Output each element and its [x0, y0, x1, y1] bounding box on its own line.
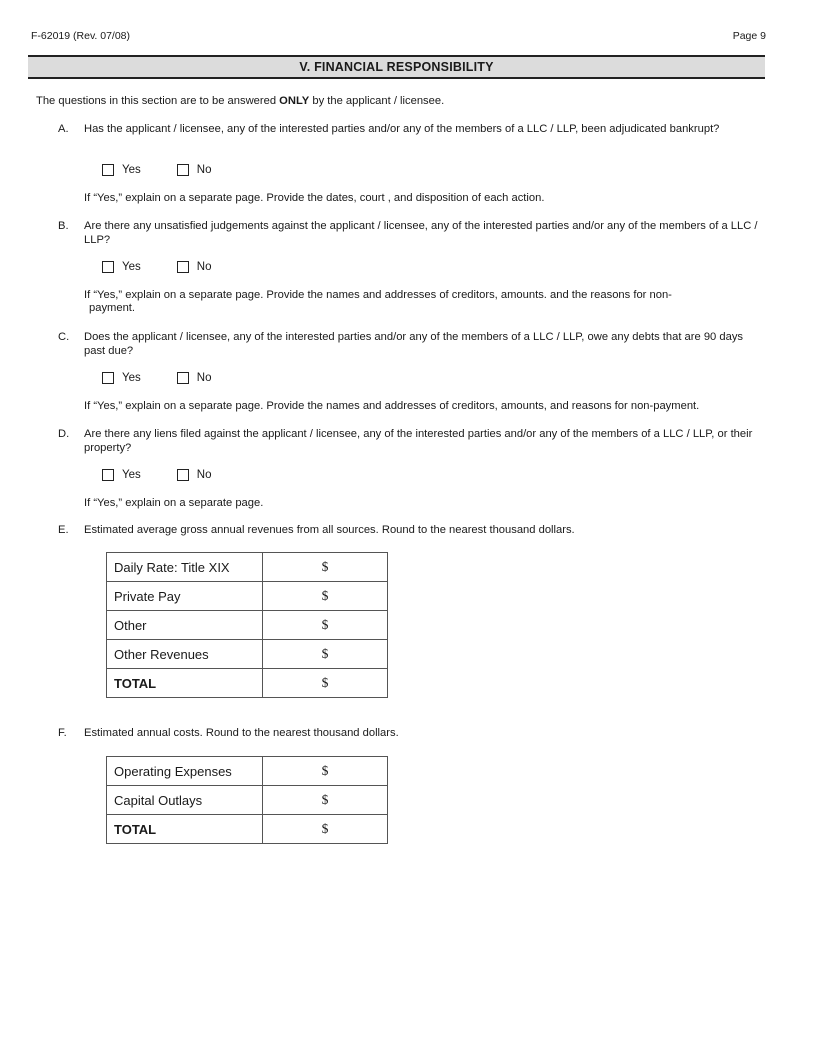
form-id: F-62019 (Rev. 07/08) — [31, 30, 131, 42]
total-label: TOTAL — [107, 815, 263, 844]
question-letter: B. — [58, 220, 69, 232]
costs-table — [106, 756, 388, 844]
checkbox-yes[interactable] — [102, 469, 114, 481]
total-label: TOTAL — [107, 669, 263, 698]
question-d-note — [84, 497, 764, 510]
no-option[interactable] — [177, 261, 212, 273]
question-letter: F. — [58, 727, 67, 739]
question-c-note — [84, 400, 764, 413]
row-label: Other Revenues — [107, 640, 263, 669]
amount-field[interactable]: $ — [263, 611, 388, 640]
option-label: No — [196, 261, 212, 273]
question-text: Are there any liens filed against the applicant / licensee, any of the interested parties and/or any of the members of a LLC / LLP, or their property? — [84, 428, 753, 454]
table-row — [107, 786, 388, 815]
yes-option[interactable] — [102, 164, 141, 176]
table-row — [107, 582, 388, 611]
question-a — [58, 123, 758, 137]
total-amount-field[interactable]: $ — [263, 669, 388, 698]
table-row — [107, 611, 388, 640]
option-label: Yes — [122, 164, 141, 176]
intro-text-end: by the applicant / licensee. — [309, 95, 445, 107]
amount-field[interactable]: $ — [263, 553, 388, 582]
question-b — [58, 220, 758, 247]
yes-option[interactable] — [102, 372, 141, 384]
option-label: Yes — [122, 261, 141, 273]
intro-text: The questions in this section are to be answered — [36, 95, 280, 107]
amount-field[interactable]: $ — [263, 640, 388, 669]
question-text: Has the applicant / licensee, any of the interested parties and/or any of the members of a LLC / LLP, been adjudicated bankrupt? — [84, 123, 720, 135]
no-option[interactable] — [177, 469, 212, 481]
row-label: Private Pay — [107, 582, 263, 611]
question-c-options — [102, 372, 247, 384]
intro-emphasis: ONLY — [279, 95, 310, 107]
checkbox-no[interactable] — [177, 164, 189, 176]
checkbox-no[interactable] — [177, 469, 189, 481]
table-row — [107, 640, 388, 669]
no-option[interactable] — [177, 372, 212, 384]
row-label: Other — [107, 611, 263, 640]
section-intro — [36, 95, 444, 107]
yes-option[interactable] — [102, 469, 141, 481]
question-text: Are there any unsatisfied judgements against the applicant / licensee, any of the interested parties and/or any of the members of a LLC / LLP? — [84, 220, 758, 246]
yes-option[interactable] — [102, 261, 141, 273]
row-label: Daily Rate: Title XIX — [107, 553, 263, 582]
checkbox-yes[interactable] — [102, 372, 114, 384]
section-title: V. FINANCIAL RESPONSIBILITY — [28, 55, 765, 79]
option-label: No — [196, 372, 212, 384]
question-f — [58, 727, 758, 741]
note-text: If “Yes,” explain on a separate page. Provide the dates, court , and disposition of each action. — [84, 192, 545, 204]
question-letter: D. — [58, 428, 70, 440]
option-label: No — [196, 164, 212, 176]
checkbox-no[interactable] — [177, 372, 189, 384]
amount-field[interactable]: $ — [263, 786, 388, 815]
question-d — [58, 428, 758, 455]
table-row — [107, 815, 388, 844]
question-a-options — [102, 164, 247, 176]
question-text: Estimated annual costs. Round to the nearest thousand dollars. — [84, 727, 399, 739]
note-text: If “Yes,” explain on a separate page. Provide the names and addresses of creditors, amounts, and reasons for non-payment. — [84, 400, 700, 412]
total-amount-field[interactable]: $ — [263, 815, 388, 844]
question-e — [58, 524, 758, 538]
question-d-options — [102, 469, 247, 481]
page-number: Page 9 — [732, 30, 766, 42]
note-text: If “Yes,” explain on a separate page. — [84, 497, 264, 509]
question-c — [58, 331, 758, 358]
question-letter: A. — [58, 123, 69, 135]
option-label: No — [196, 469, 212, 481]
option-label: Yes — [122, 372, 141, 384]
checkbox-yes[interactable] — [102, 164, 114, 176]
question-letter: C. — [58, 331, 70, 343]
table-row — [107, 757, 388, 786]
no-option[interactable] — [177, 164, 212, 176]
question-text: Does the applicant / licensee, any of the interested parties and/or any of the members of a LLC / LLP, owe any debts that are 90 days past due? — [84, 331, 744, 357]
table-row — [107, 553, 388, 582]
option-label: Yes — [122, 469, 141, 481]
question-text: Estimated average gross annual revenues from all sources. Round to the nearest thousand dollars. — [84, 524, 575, 536]
amount-field[interactable]: $ — [263, 582, 388, 611]
checkbox-yes[interactable] — [102, 261, 114, 273]
question-b-note — [84, 289, 764, 315]
row-label: Capital Outlays — [107, 786, 263, 815]
question-letter: E. — [58, 524, 69, 536]
checkbox-no[interactable] — [177, 261, 189, 273]
row-label: Operating Expenses — [107, 757, 263, 786]
question-b-options — [102, 261, 247, 273]
note-text-cont: payment. — [89, 302, 136, 314]
amount-field[interactable]: $ — [263, 757, 388, 786]
note-text: If “Yes,” explain on a separate page. Provide the names and addresses of creditors, amounts. and the reasons for non- — [84, 289, 672, 301]
question-a-note — [84, 192, 764, 205]
revenues-table — [106, 552, 388, 698]
table-row — [107, 669, 388, 698]
